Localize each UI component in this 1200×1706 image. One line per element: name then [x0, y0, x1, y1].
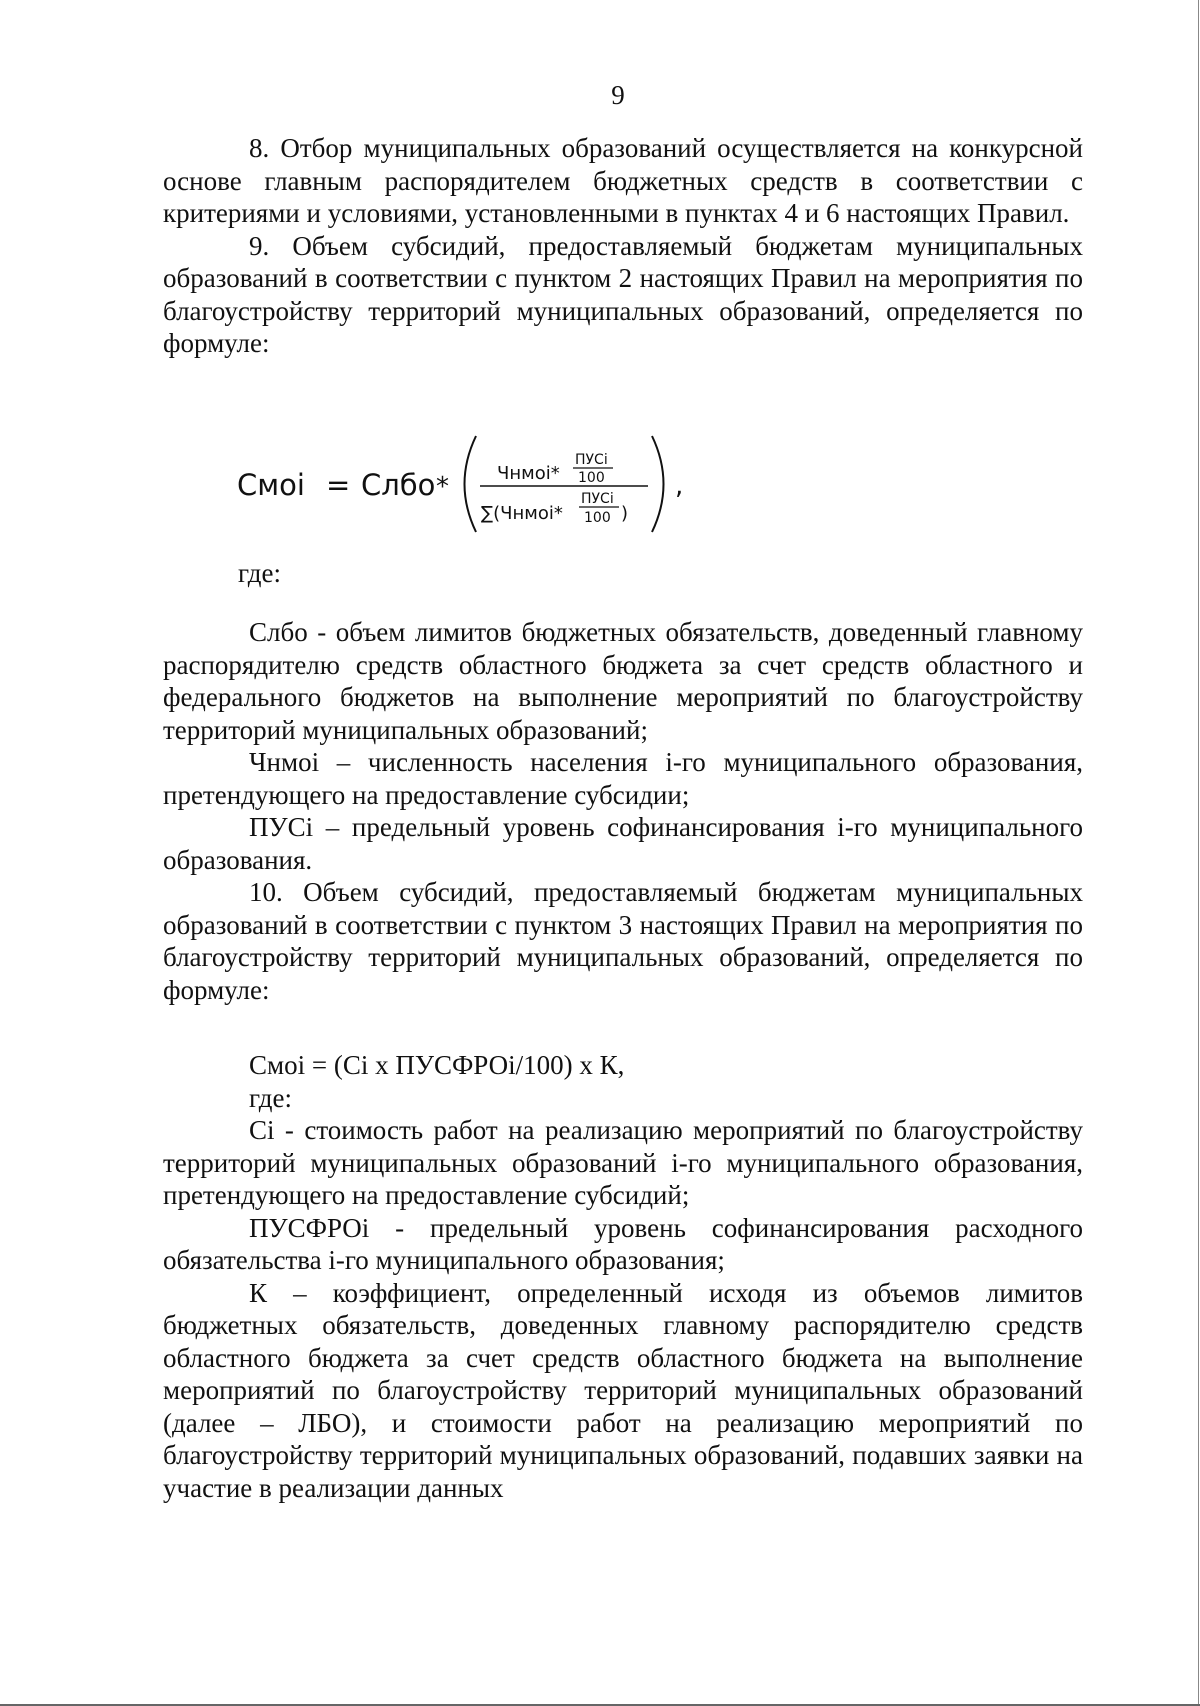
- formula-2-block: [163, 1049, 1083, 1504]
- formula-lhs: Смоi: [237, 468, 305, 502]
- definition-pusfroi: ПУСФРОi - предельный уровень софинансирования расходного обязательства i-го муниципального образования;: [163, 1212, 1083, 1275]
- denominator-sum: ∑(Чнмоi*: [481, 503, 563, 524]
- numerator-chnmo: Чнмоi*: [497, 463, 560, 484]
- where-label-2: где:: [249, 1082, 292, 1113]
- definition-slbo: Слбо - объем лимитов бюджетных обязательств, доведенный главному распорядителю средств областного бюджета за счет средств областного и федерального бюджетов на выполнение мероприятий по благоустройству территорий муниципальных образований;: [163, 617, 1083, 745]
- formula-1: [235, 428, 735, 538]
- definitions-1: [163, 616, 1083, 1006]
- scan-edge-line: [1198, 0, 1199, 1706]
- paragraph-10: 10. Объем субсидий, предоставляемый бюджетам муниципальных образований в соответствии с пунктом 3 настоящих Правил на мероприятия по благоустройству территорий муниципальных образований, определяется по формуле:: [163, 877, 1083, 1005]
- formula-2: Смоi = (Сi х ПУСФРОi/100) х К,: [249, 1050, 625, 1080]
- definition-ci: Сi - стоимость работ на реализацию мероприятий по благоустройству территорий муниципальных образований i-го муниципального образования, претендующего на предоставление субсидий;: [163, 1115, 1083, 1210]
- formula-trailing-comma: ,: [675, 471, 684, 501]
- formula-1-svg: [235, 428, 735, 538]
- numerator-frac-top: ПУСi: [575, 452, 608, 468]
- formula-slbo: Слбо: [361, 468, 436, 502]
- denominator-frac-bottom: 100: [584, 510, 611, 526]
- definition-pusi: ПУСi – предельный уровень софинансирования i-го муниципального образования.: [163, 812, 1083, 875]
- numerator-frac-bottom: 100: [578, 470, 605, 486]
- denominator-close-paren: ): [621, 503, 629, 524]
- denominator-frac-top: ПУСi: [581, 491, 614, 507]
- left-paren-icon: [465, 436, 477, 532]
- definition-k: К – коэффициент, определенный исходя из объемов лимитов бюджетных обязательств, доведенных главному распорядителю средств областного бюджета за счет средств областного бюджета на выполнение мероприятий по благоустройству территорий муниципальных образований (далее – ЛБО), и стоимости работ на реализацию мероприятий по благоустройству территорий муниципальных образований, подавших заявки на участие в реализации данных: [163, 1277, 1083, 1503]
- page-number: 9: [611, 80, 625, 110]
- formula-equals: =: [326, 468, 351, 502]
- top-paragraphs: [163, 132, 1083, 360]
- formula-times: *: [436, 472, 449, 502]
- right-paren-icon: [652, 436, 664, 532]
- where-label-1: где:: [238, 558, 281, 588]
- definition-chnmo: Чнмоi – численность населения i-го муниципального образования, претендующего на предоставление субсидии;: [163, 747, 1083, 810]
- paragraph-8: 8. Отбор муниципальных образований осуществляется на конкурсной основе главным распорядителем бюджетных средств в соответствии с критериями и условиями, установленными в пунктах 4 и 6 настоящих Правил.: [163, 133, 1083, 228]
- paragraph-9: 9. Объем субсидий, предоставляемый бюджетам муниципальных образований в соответствии с пунктом 2 настоящих Правил на мероприятия по благоустройству территорий муниципальных образований, определяется по формуле:: [163, 230, 1083, 358]
